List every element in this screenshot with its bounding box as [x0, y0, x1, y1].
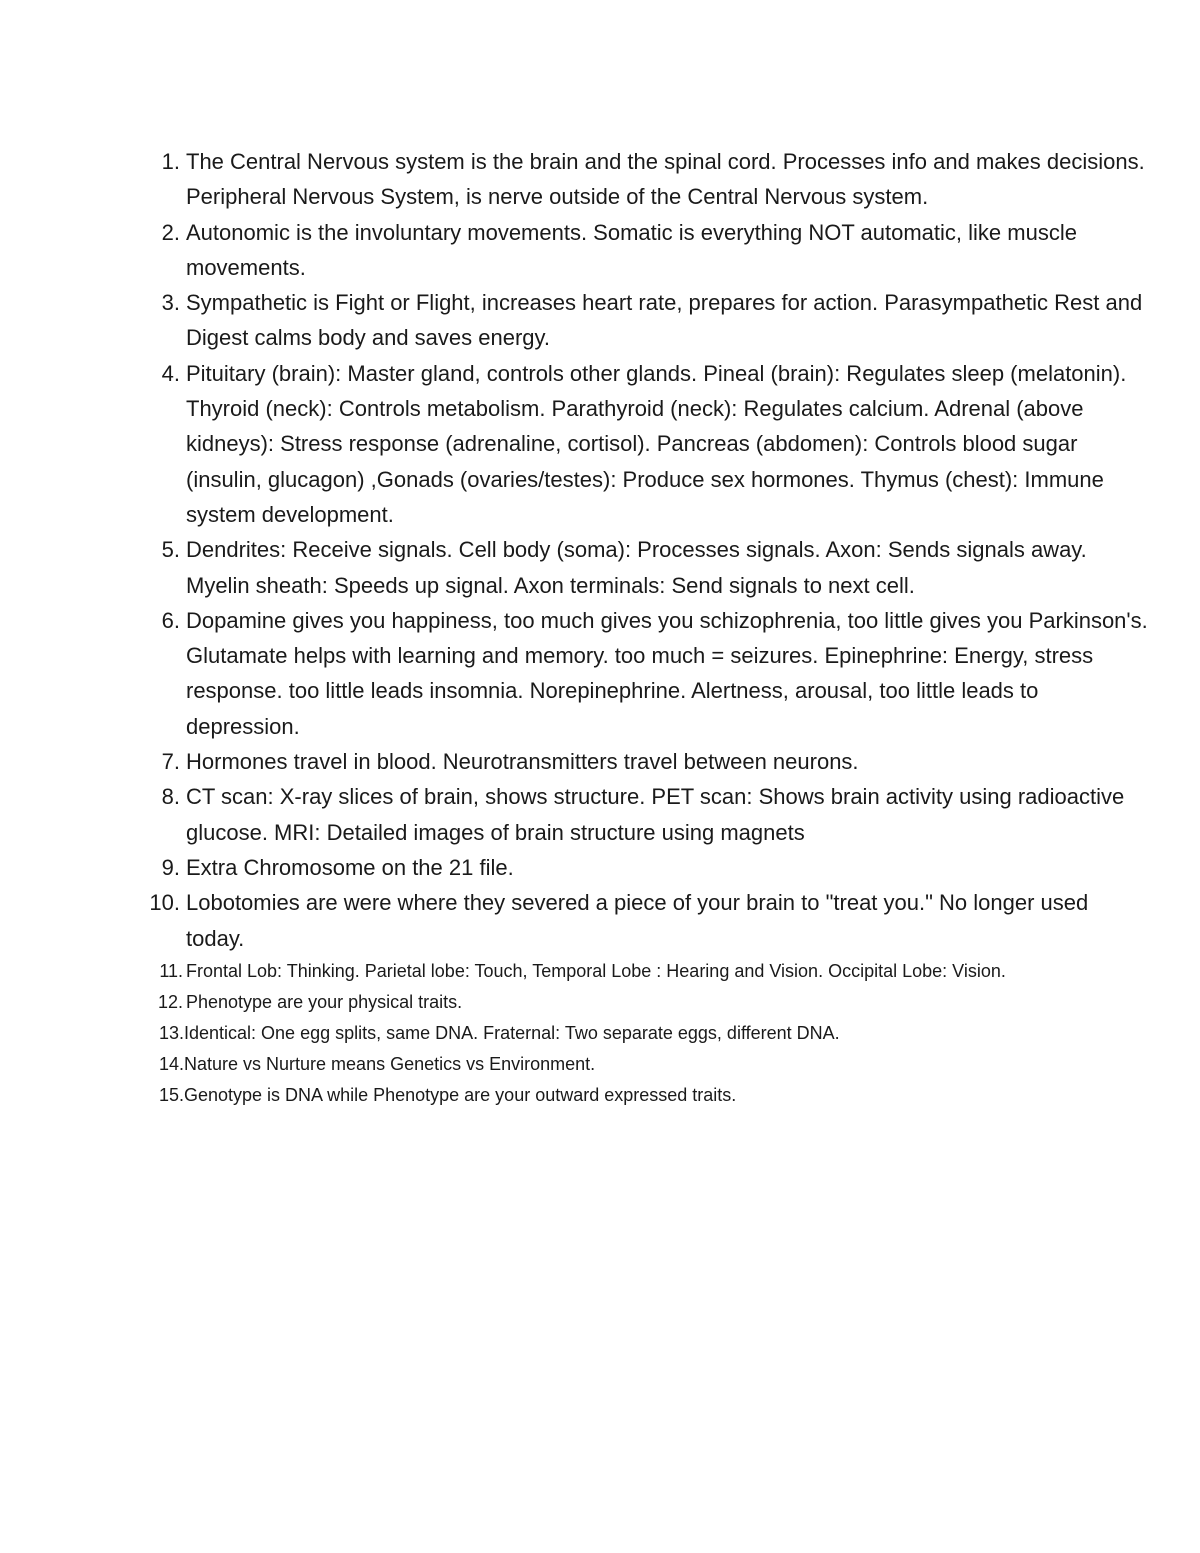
list-item-text: Nature vs Nurture means Genetics vs Environment. [184, 1053, 596, 1074]
list-item-text: Genotype is DNA while Phenotype are your outward expressed traits. [184, 1084, 737, 1105]
list-item-text: Lobotomies are were where they severed a piece of your brain to "treat you." No longer used today. [186, 890, 1089, 951]
list-item [0, 956, 1200, 987]
list-item-text: Frontal Lob: Thinking. Parietal lobe: Touch, Temporal Lobe : Hearing and Vision. Occipital Lobe: Vision. [186, 960, 1006, 981]
list-item [0, 1080, 1200, 1111]
list-item [0, 1049, 1200, 1080]
list-item-text: Identical: One egg splits, same DNA. Fraternal: Two separate eggs, different DNA. [184, 1022, 840, 1043]
list-item-text: The Central Nervous system is the brain and the spinal cord. Processes info and makes decisions. Peripheral Nervous System, is nerve outside of the Central Nervous system. [186, 149, 1145, 210]
list-item [0, 285, 1200, 356]
list-item [0, 885, 1200, 956]
list-item-text: Hormones travel in blood. Neurotransmitters travel between neurons. [186, 749, 859, 775]
list-item [0, 987, 1200, 1018]
list-item-number: 12. [157, 991, 183, 1012]
list-item [0, 603, 1200, 744]
list-item-number: 14. [158, 1053, 184, 1074]
list-item [0, 215, 1200, 286]
list-item-text: Dopamine gives you happiness, too much gives you schizophrenia, too little gives you Parkinson's. Glutamate helps with learning and memory. too much = seizures. Epinephrine: Energy, stress response. too little leads insomnia. Norepinephrine. Alertness, arousal, too little leads to depression. [186, 607, 1148, 739]
list-item-text: Dendrites: Receive signals. Cell body (soma): Processes signals. Axon: Sends signals away. Myelin sheath: Speeds up signal. Axon terminals: Send signals to next cell. [186, 537, 1087, 598]
list-item-number: 9. [161, 854, 180, 880]
list-item [0, 1018, 1200, 1049]
list-item [0, 850, 1200, 885]
list-item-text: Sympathetic is Fight or Flight, increases heart rate, prepares for action. Parasympathetic Rest and Digest calms body and saves energy. [186, 290, 1143, 351]
list-item-number: 11. [159, 960, 183, 981]
list-item-number: 10. [149, 890, 180, 916]
list-item-number: 2. [161, 219, 180, 245]
list-item [0, 144, 1200, 215]
list-item [0, 779, 1200, 850]
list-item-number: 5. [161, 537, 180, 563]
list-item-text: Autonomic is the involuntary movements. Somatic is everything NOT automatic, like muscle movements. [186, 219, 1077, 280]
list-item-number: 4. [161, 360, 180, 386]
list-item-number: 3. [161, 290, 180, 316]
list-item-number: 7. [161, 749, 180, 775]
list-item [0, 744, 1200, 779]
list-item-number: 1. [161, 149, 180, 174]
answer-list [0, 144, 1200, 1111]
list-item-text: Extra Chromosome on the 21 file. [186, 854, 514, 880]
list-item-number: 6. [161, 607, 180, 633]
list-item-text: Pituitary (brain): Master gland, controls other glands. Pineal (brain): Regulates sleep (melatonin). Thyroid (neck): Controls metabolism. Parathyroid (neck): Regulates calcium. Adrenal (above kidneys): Stress response (adrenaline, cortisol). Pancreas (abdomen): Controls blood sugar (insulin, glucagon) ,Gonads (ovaries/testes): Produce sex hormones. Thymus (chest): Immune system development. [186, 360, 1127, 527]
list-item [0, 356, 1200, 532]
list-item-text: Phenotype are your physical traits. [186, 991, 463, 1012]
list-item [0, 532, 1200, 603]
list-item-number: 15. [158, 1084, 184, 1105]
list-item-number: 8. [161, 784, 180, 810]
list-item-number: 13. [158, 1022, 184, 1043]
list-item-text: CT scan: X-ray slices of brain, shows structure. PET scan: Shows brain activity using radioactive glucose. MRI: Detailed images of brain structure using magnets [186, 784, 1125, 845]
